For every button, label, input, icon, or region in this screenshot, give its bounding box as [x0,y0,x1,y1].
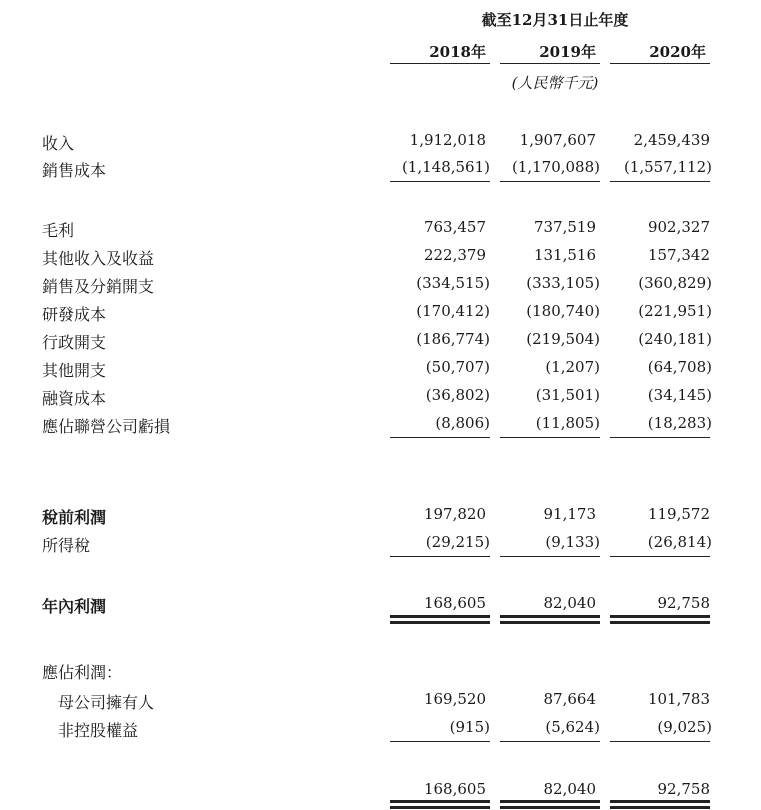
cell-value: (1,207) [545,358,600,376]
row-label-finance-costs: 融資成本 [42,389,107,408]
year-underline-2020 [610,63,710,64]
cell-value: (18,283) [647,414,712,432]
total-double-rule [610,615,710,618]
subtotal-rule [390,181,490,182]
year-header-2019: 2019年 [539,43,596,61]
subtotal-rule [500,741,600,742]
subtotal-rule [500,181,600,182]
cell-value: (1,148,561) [401,158,490,176]
cell-value: 168,605 [423,594,486,612]
cell-value: (36,802) [425,386,490,404]
year-header-2018: 2018年 [429,43,486,61]
cell-value: (915) [449,718,490,736]
cell-value: (5,624) [545,718,600,736]
cell-value: (360,829) [638,274,712,292]
year-header-2020: 2020年 [649,43,706,61]
subtotal-rule [610,181,710,182]
cell-value: (240,181) [638,330,712,348]
cell-value: 902,327 [647,218,710,236]
cell-value: 763,457 [423,218,486,236]
row-label-cost-of-sales: 銷售成本 [42,161,107,180]
cell-value: 169,520 [423,690,486,708]
total-double-rule [390,615,490,618]
cell-value: (219,504) [526,330,600,348]
cell-value: 222,379 [423,246,486,264]
cell-value: 737,519 [533,218,596,236]
cell-value: (29,215) [425,533,490,551]
cell-value: 101,783 [647,690,710,708]
total-double-rule [610,806,710,809]
row-label-admin-expenses: 行政開支 [42,333,107,352]
total-double-rule [500,800,600,803]
year-underline-2018 [390,63,490,64]
row-label-income-tax: 所得稅 [42,536,91,555]
row-label-other-expenses: 其他開支 [42,361,107,380]
cell-value: 1,907,607 [519,131,596,149]
cell-value: (180,740) [526,302,600,320]
row-label-owners-of-parent: 母公司擁有人 [58,693,155,712]
cell-value: (186,774) [416,330,490,348]
subtotal-rule [500,437,600,438]
cell-value: (9,133) [545,533,600,551]
cell-value: (26,814) [647,533,712,551]
cell-value: 82,040 [543,594,596,612]
total-double-rule [390,806,490,809]
subtotal-rule [610,437,710,438]
cell-value: (170,412) [416,302,490,320]
cell-value: 157,342 [647,246,710,264]
row-label-profit-for-year: 年內利潤 [42,597,107,616]
cell-value: 87,664 [543,690,596,708]
cell-value: 2,459,439 [633,131,710,149]
cell-value: (31,501) [535,386,600,404]
cell-value: (11,805) [535,414,600,432]
cell-value: 131,516 [533,246,596,264]
cell-value: 1,912,018 [409,131,486,149]
cell-value: (50,707) [425,358,490,376]
total-double-rule [500,806,600,809]
cell-value: 82,040 [543,780,596,798]
total-double-rule [390,800,490,803]
cell-value: 168,605 [423,780,486,798]
cell-value: (334,515) [416,274,490,292]
subtotal-rule [390,741,490,742]
row-label-rd-costs: 研發成本 [42,305,107,324]
cell-value: 197,820 [423,505,486,523]
total-double-rule [610,621,710,624]
row-label-non-controlling-interests: 非控股權益 [58,721,139,740]
subtotal-rule [610,741,710,742]
subtotal-rule [390,556,490,557]
cell-value: 92,758 [657,594,710,612]
total-double-rule [500,621,600,624]
period-header: 截至12月31日止年度 [481,11,629,29]
cell-value: (34,145) [647,386,712,404]
year-underline-2019 [500,63,600,64]
total-double-rule [610,800,710,803]
cell-value: 91,173 [543,505,596,523]
total-double-rule [390,621,490,624]
cell-value: (1,170,088) [511,158,600,176]
cell-value: 92,758 [657,780,710,798]
cell-value: (333,105) [526,274,600,292]
cell-value: (1,557,112) [623,158,712,176]
row-label-other-income: 其他收入及收益 [42,249,155,268]
row-label-share-of-associates-losses: 應佔聯營公司虧損 [42,417,171,436]
cell-value: (9,025) [657,718,712,736]
cell-value: (8,806) [435,414,490,432]
row-label-selling-expenses: 銷售及分銷開支 [42,277,155,296]
row-label-profit-before-tax: 稅前利潤 [42,508,107,527]
subtotal-rule [610,556,710,557]
total-double-rule [500,615,600,618]
subtotal-rule [390,437,490,438]
subtotal-rule [500,556,600,557]
row-label-gross-profit: 毛利 [42,221,75,240]
cell-value: (64,708) [647,358,712,376]
cell-value: (221,951) [638,302,712,320]
row-label-attributable-to: 應佔利潤： [42,663,123,682]
row-label-revenue: 收入 [42,134,75,153]
cell-value: 119,572 [647,505,710,523]
currency-unit: (人民幣千元) [511,74,599,92]
